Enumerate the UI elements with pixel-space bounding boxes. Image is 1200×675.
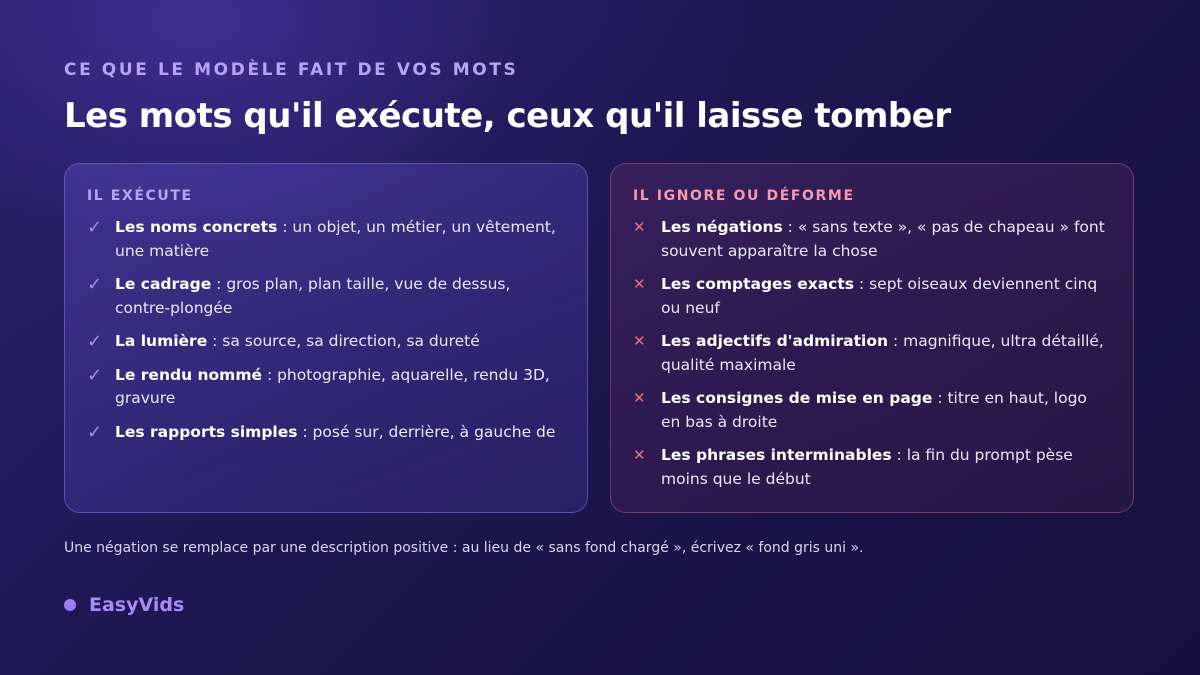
item-term: Les comptages exacts	[661, 275, 854, 293]
check-icon: ✓	[87, 331, 103, 352]
list-item	[87, 330, 565, 354]
check-icon: ✓	[87, 421, 103, 443]
item-text: : gros plan, plan taille, vue de dessus, contre-plongée	[115, 275, 511, 317]
list-item	[87, 273, 565, 320]
eyebrow-label: CE QUE LE MODÈLE FAIT DE VOS MOTS	[64, 60, 519, 80]
ignores-card	[610, 163, 1134, 513]
brand-dot-icon	[64, 599, 76, 611]
item-term: Le rendu nommé	[115, 365, 263, 384]
executes-list	[87, 216, 565, 444]
item-text: : un objet, un métier, un vêtement, une matière	[115, 218, 556, 260]
item-text: : titre en haut, logo en bas à droite	[661, 389, 1087, 431]
cross-icon: ✕	[633, 218, 646, 236]
list-item	[633, 273, 1111, 320]
footnote: Une négation se remplace par une description positive : au lieu de « sans fond chargé », écrivez « fond gris uni ».	[64, 540, 864, 556]
list-item	[87, 364, 565, 411]
list-item	[633, 216, 1111, 263]
check-icon: ✓	[87, 274, 103, 295]
item-text: : la fin du prompt pèse moins que le début	[661, 446, 1073, 488]
item-text: : posé sur, derrière, à gauche de	[297, 422, 556, 441]
check-icon: ✓	[87, 364, 103, 386]
item-text: : magnifique, ultra détaillé, qualité maximale	[661, 332, 1104, 374]
list-item	[633, 330, 1111, 377]
item-term: Les consignes de mise en page	[661, 389, 933, 407]
page-title: Les mots qu'il exécute, ceux qu'il laisse tomber	[64, 96, 951, 136]
item-term: Les négations	[661, 218, 783, 236]
list-item	[87, 421, 565, 445]
item-text: : sept oiseaux deviennent cinq ou neuf	[661, 275, 1098, 317]
item-term: Les rapports simples	[115, 422, 298, 441]
item-text: : sa source, sa direction, sa dureté	[207, 332, 480, 350]
item-text: : « sans texte », « pas de chapeau » font souvent apparaître la chose	[661, 218, 1105, 260]
list-item	[633, 444, 1111, 491]
executes-heading: IL EXÉCUTE	[87, 188, 193, 204]
cross-icon: ✕	[633, 332, 646, 350]
executes-card	[64, 163, 588, 513]
list-item	[87, 216, 565, 263]
item-term: La lumière	[115, 332, 208, 350]
item-term: Les adjectifs d'admiration	[661, 332, 889, 350]
cross-icon: ✕	[633, 389, 646, 407]
item-term: Les noms concrets	[115, 218, 278, 236]
list-item	[633, 387, 1111, 434]
item-term: Les phrases interminables	[661, 446, 892, 464]
cross-icon: ✕	[633, 275, 646, 293]
check-icon: ✓	[87, 217, 103, 238]
item-term: Le cadrage	[115, 275, 212, 293]
ignores-list	[633, 216, 1111, 491]
brand-name: EasyVids	[89, 594, 185, 616]
item-text: : photographie, aquarelle, rendu 3D, gravure	[115, 365, 550, 407]
brand	[64, 594, 184, 616]
cross-icon: ✕	[633, 446, 646, 464]
ignores-heading: IL IGNORE OU DÉFORME	[633, 188, 855, 204]
